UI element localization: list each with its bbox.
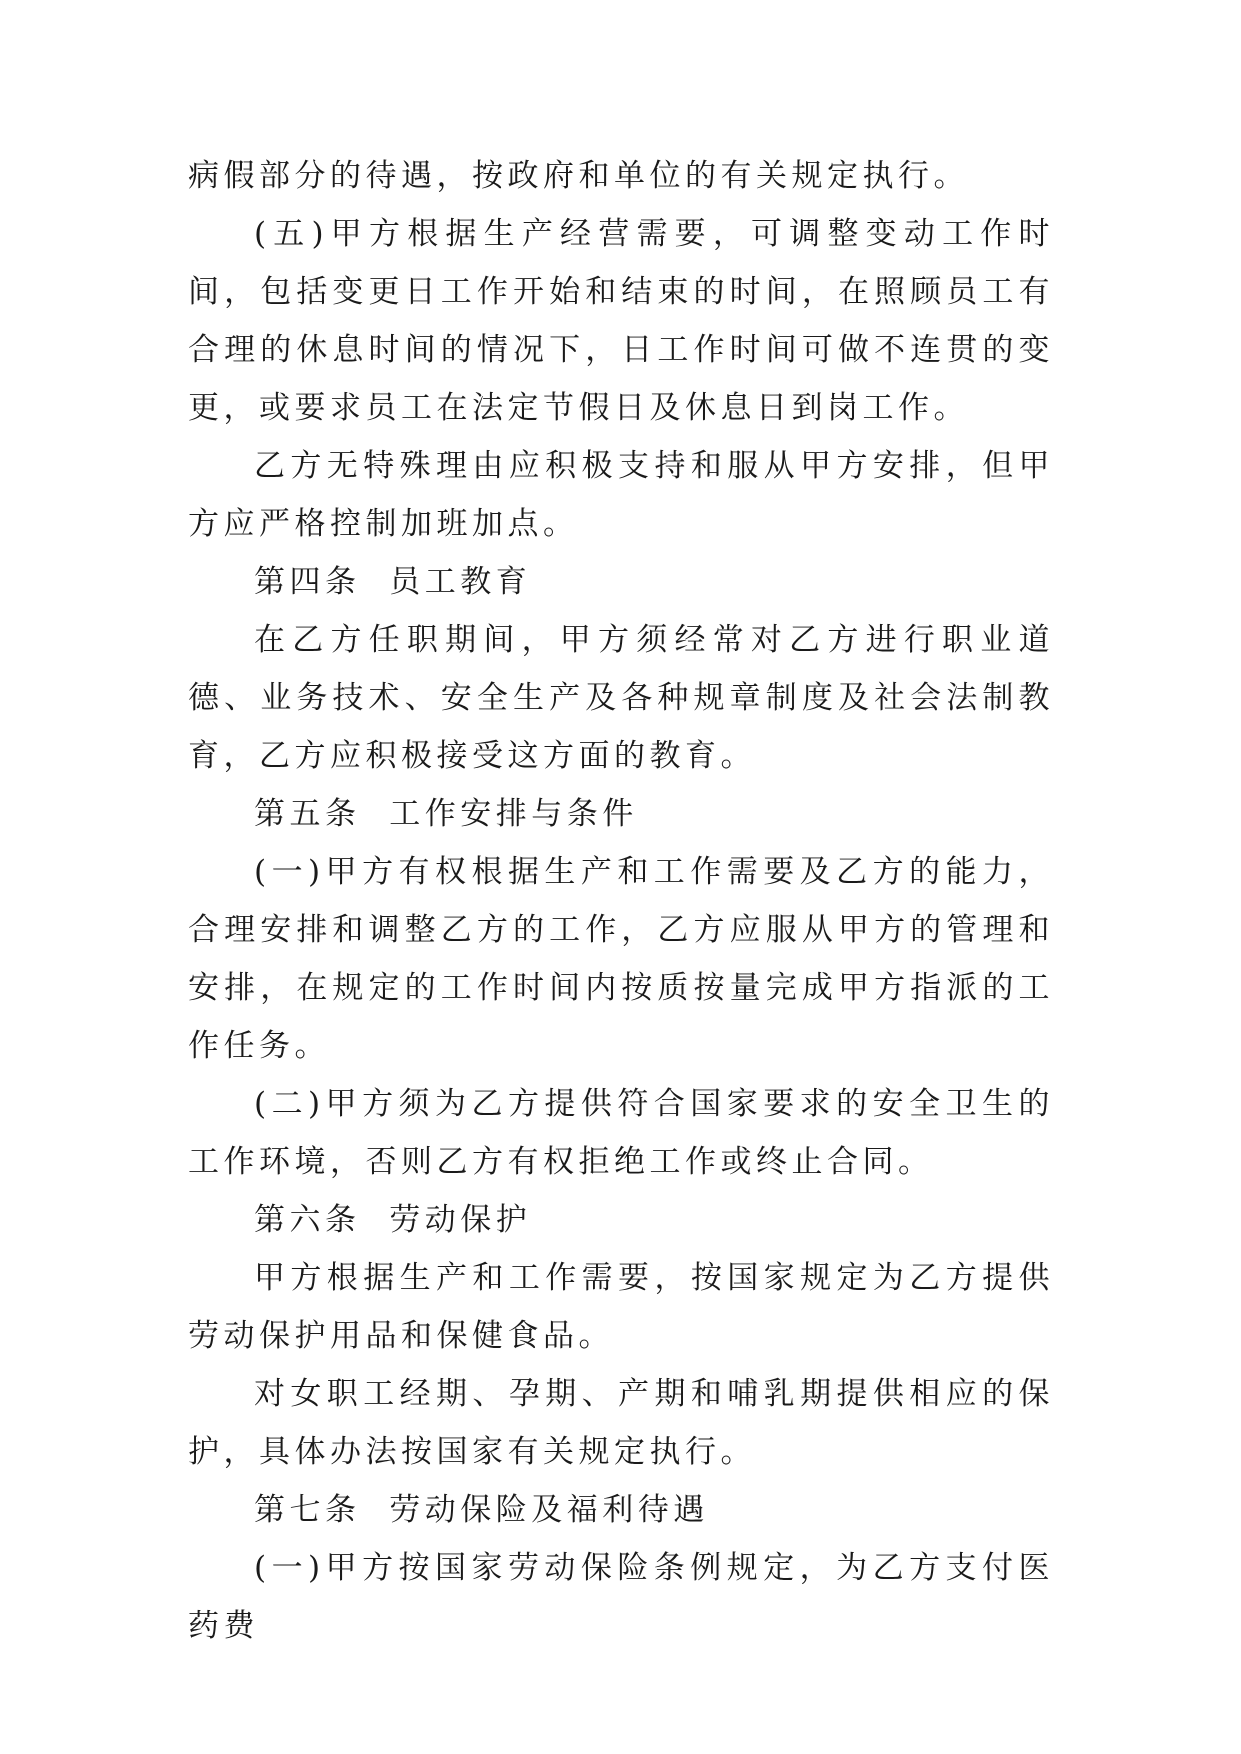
paragraph: (一)甲方按国家劳动保险条例规定，为乙方支付医药费 [188, 1550, 1054, 1644]
paragraph: (一)甲方有权根据生产和工作需要及乙方的能力，合理安排和调整乙方的工作，乙方应服从甲方的管理和安排，在规定的工作时间内按质按量完成甲方指派的工作任务。 [188, 854, 1054, 1064]
paragraph: 甲方根据生产和工作需要，按国家规定为乙方提供劳动保护用品和保健食品。 [188, 1260, 1054, 1354]
paragraph: 对女职工经期、孕期、产期和哺乳期提供相应的保护，具体办法按国家有关规定执行。 [188, 1376, 1054, 1470]
paragraph: (五)甲方根据生产经营需要，可调整变动工作时间，包括变更日工作开始和结束的时间，在照顾员工有合理的休息时间的情况下，日工作时间可做不连贯的变更，或要求员工在法定节假日及休息日到岗工作。 [188, 216, 1054, 426]
paragraph: 在乙方任职期间，甲方须经常对乙方进行职业道德、业务技术、安全生产及各种规章制度及社会法制教育，乙方应积极接受这方面的教育。 [188, 622, 1054, 774]
paragraph: 病假部分的待遇，按政府和单位的有关规定执行。 [188, 158, 969, 194]
section-heading: 第七条 劳动保险及福利待遇 [254, 1492, 709, 1528]
paragraph: 乙方无特殊理由应积极支持和服从甲方安排，但甲方应严格控制加班加点。 [188, 448, 1054, 542]
section-heading: 第五条 工作安排与条件 [254, 796, 638, 832]
paragraph: (二)甲方须为乙方提供符合国家要求的安全卫生的工作环境，否则乙方有权拒绝工作或终止合同。 [188, 1086, 1054, 1180]
section-heading: 第六条 劳动保护 [254, 1202, 532, 1238]
document-page [188, 147, 1054, 1655]
section-heading: 第四条 员工教育 [254, 564, 532, 600]
